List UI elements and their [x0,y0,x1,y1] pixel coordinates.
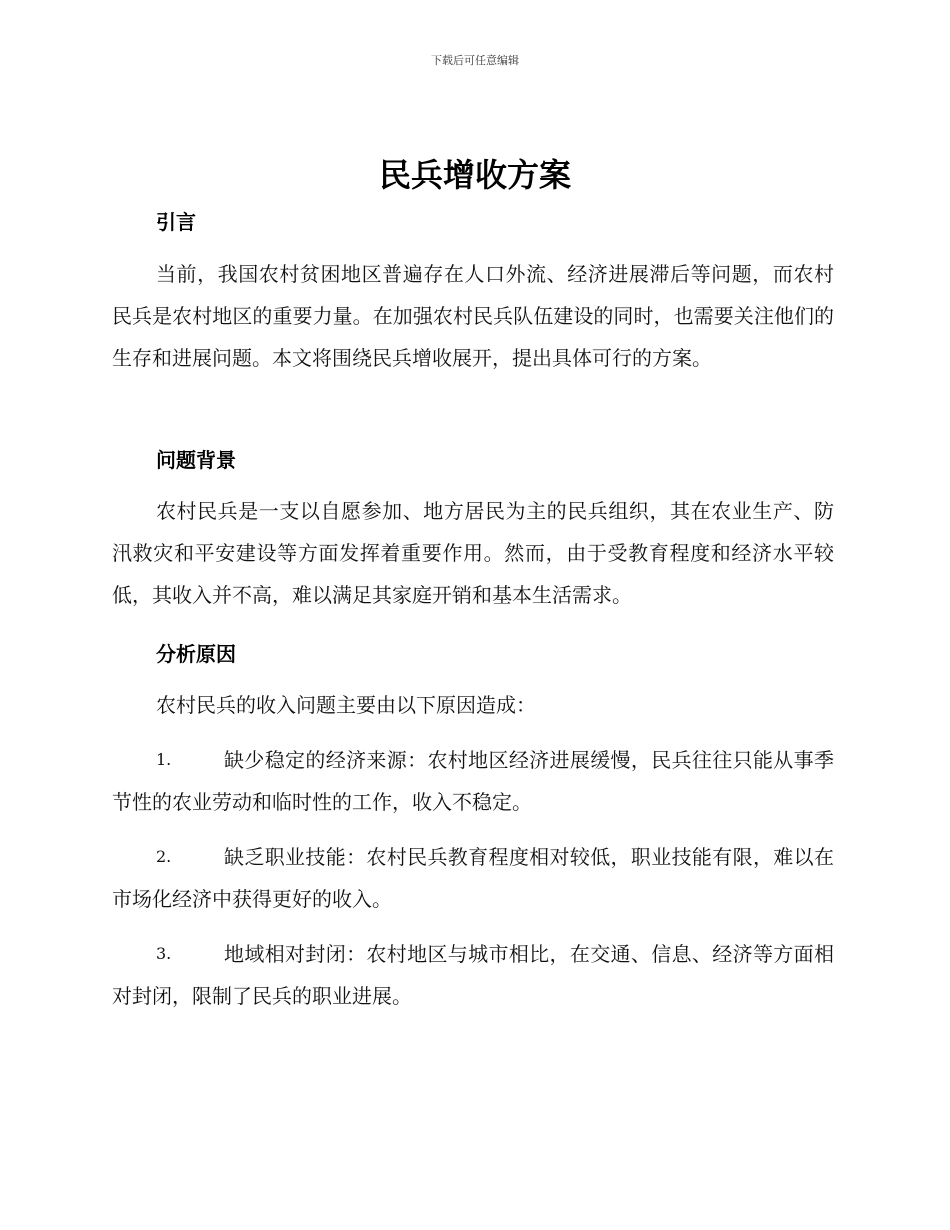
list-number: 3. [156,944,172,963]
paragraph-causes-intro: 农村民兵的收入问题主要由以下原因造成： [156,693,536,717]
list-text: 地域相对封闭：农村地区与城市相比，在交通、信息、经济等方面相对封闭，限制了民兵的职业进展。 [112,942,834,1008]
section-heading-intro: 引言 [156,210,196,234]
list-text: 缺少稳定的经济来源：农村地区经济进展缓慢，民兵往往只能从事季节性的农业劳动和临时性的工作，收入不稳定。 [112,748,834,814]
section-heading-background: 问题背景 [156,448,236,472]
list-item-3 [112,933,834,1017]
list-item-2 [112,836,834,920]
page-header: 下载后可任意编辑 [431,54,519,67]
document-title: 民兵增收方案 [378,156,571,194]
paragraph-intro: 当前，我国农村贫困地区普遍存在人口外流、经济进展滞后等问题，而农村民兵是农村地区的重要力量。在加强农村民兵队伍建设的同时，也需要关注他们的生存和进展问题。本文将围绕民兵增收展开，提出具体可行的方案。 [112,262,834,370]
section-heading-causes: 分析原因 [156,642,236,666]
list-number: 1. [156,750,172,769]
paragraph-background: 农村民兵是一支以自愿参加、地方居民为主的民兵组织，其在农业生产、防汛救灾和平安建设等方面发挥着重要作用。然而，由于受教育程度和经济水平较低，其收入并不高，难以满足其家庭开销和基本生活需求。 [112,499,834,607]
list-item-1 [112,739,834,823]
list-number: 2. [156,847,172,866]
list-text: 缺乏职业技能：农村民兵教育程度相对较低，职业技能有限，难以在市场化经济中获得更好的收入。 [112,845,834,911]
